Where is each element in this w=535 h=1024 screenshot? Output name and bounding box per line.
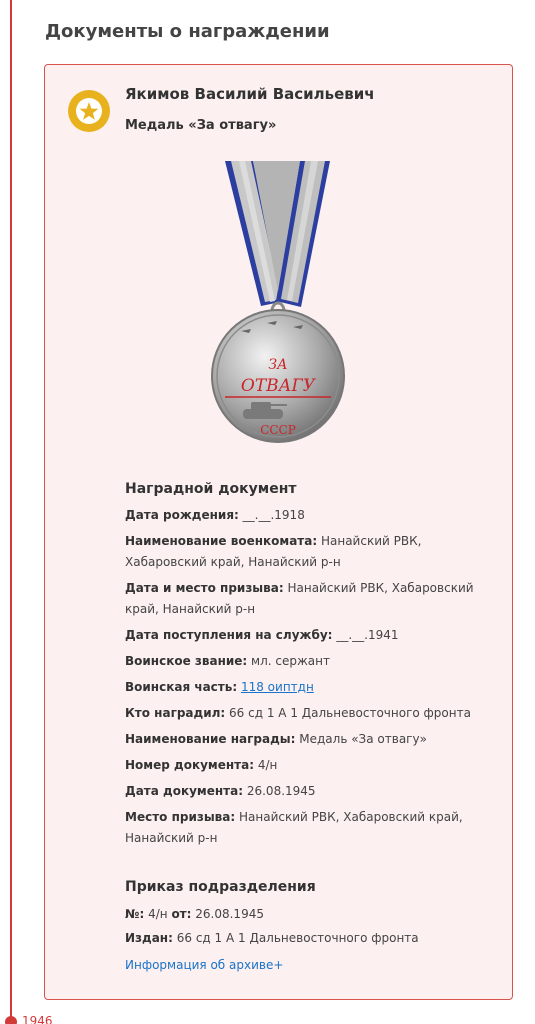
field-document-number: Номер документа: 4/н <box>125 758 278 772</box>
military-unit-link[interactable]: 118 оиптдн <box>240 680 314 694</box>
section-title: Документы о награждении <box>45 21 330 42</box>
order-issued-by: Издан: 66 сд 1 А 1 Дальневосточного фронта <box>125 931 419 945</box>
field-enlistment-office: Наименование военкомата: Нанайский РВК, Хабаровский край, Нанайский р-н <box>125 534 422 569</box>
field-awarded-by: Кто наградил: 66 сд 1 А 1 Дальневосточного фронта <box>125 706 471 720</box>
person-name: Якимов Василий Васильевич <box>125 85 375 103</box>
field-draft-date-place: Дата и место призыва: Нанайский РВК, Хабаровский край, Нанайский р-н <box>125 581 474 616</box>
field-service-start: Дата поступления на службу: __.__.1941 <box>125 628 399 642</box>
medal-image <box>195 161 360 451</box>
timeline-year[interactable]: 1946 <box>22 1014 53 1024</box>
field-document-date: Дата документа: 26.08.1945 <box>125 784 316 798</box>
medal-badge-icon <box>67 89 111 133</box>
archive-info-link[interactable]: Информация об архиве+ <box>125 958 284 972</box>
order-heading: Приказ подразделения <box>125 879 316 895</box>
field-rank: Воинское звание: мл. сержант <box>125 654 330 668</box>
order-number: №: 4/н от: 26.08.1945 <box>125 907 264 921</box>
medal-inscription-3: СССР <box>260 423 296 437</box>
award-name: Медаль «За отвагу» <box>125 118 277 133</box>
timeline-dot <box>5 1016 17 1024</box>
medal-inscription-1: ЗА <box>268 357 288 373</box>
award-card <box>44 64 513 1000</box>
unit-order <box>125 879 505 973</box>
field-birth-date: Дата рождения: __.__.1918 <box>125 508 305 522</box>
medal-ribbon <box>225 161 330 307</box>
document-heading: Наградной документ <box>125 481 297 497</box>
field-military-unit: Воинская часть: 118 оиптдн <box>125 680 314 694</box>
field-award-name: Наименование награды: Медаль «За отвагу» <box>125 732 427 746</box>
medal-inscription-2: ОТВАГУ <box>240 376 316 396</box>
field-draft-place: Место призыва: Нанайский РВК, Хабаровский край, Нанайский р-н <box>125 810 463 845</box>
timeline-line <box>10 0 12 1018</box>
award-document <box>125 481 505 854</box>
